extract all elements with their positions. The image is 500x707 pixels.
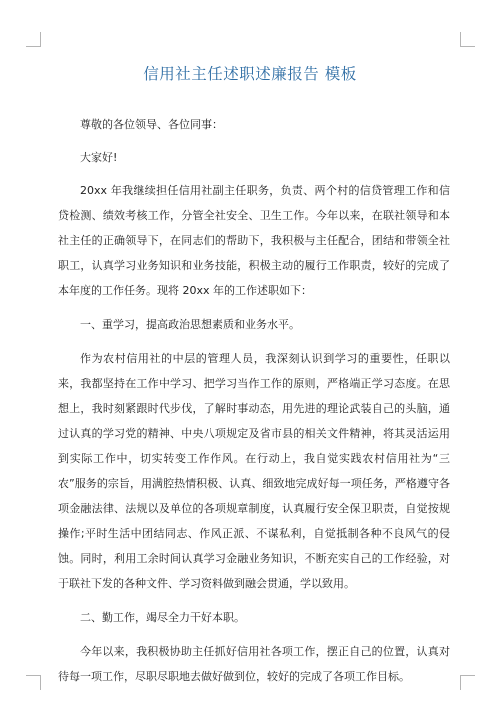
greeting: 大家好! [80, 151, 118, 164]
page-corner-mark [26, 32, 41, 47]
page-corner-mark [26, 675, 41, 690]
section-heading-1: 一、重学习，提高政治思想素质和业务水平。 [80, 318, 300, 331]
document-title: 信用社主任述职述廉报告 模板 [143, 65, 357, 83]
document-body [58, 112, 450, 698]
paragraph-intro: 20xx 年我继续担任信用社副主任职务，负责、两个村的信贷管理工作和信贷检测、绩效考核工作，分管全社安全、卫生工作。今年以来，在联社领导和本社主任的正确领导下，在同志们的帮助下，我积极与主任配合，团结和带领全社职工，认真学习业务知识和业务技能，积极主动的履行工作职责，较好的完成了本年度的工作任务。现将 20xx 年的工作述职如下： [58, 184, 450, 297]
paragraph-study: 作为农村信用社的中层的管理人员，我深刻认识到学习的重要性，任职以来，我都坚持在工作中学习、把学习当作工作的原则，严格端正学习态度。在思想上，我时刻紧跟时代步伐，了解时事动态，用先进的理论武装自己的头脑，通过认真的学习党的精神、中央八项规定及省市县的相关文件精神，将其灵活运用到实际工作中，切实转变工作作风。在行动上，我自觉实践农村信用社为“三农”服务的宗旨，用满腔热情积极、认真、细致地完成好每一项任务，严格遵守各项金融法律、法规以及单位的各项规章制度，认真履行安全保卫职责，自觉按规操作;平时生活中团结同志、作风正派、不谋私利，自觉抵制各种不良风气的侵蚀。同时，利用工余时间认真学习金融业务知识，不断充实自己的工作经验，对于联社下发的各种文件、学习资料做到融会贯通，学以致用。 [58, 352, 450, 590]
section-heading-2: 二、勤工作，竭尽全力干好本职。 [80, 611, 245, 624]
salutation: 尊敬的各位领导、各位同事： [80, 118, 223, 131]
page-corner-mark [460, 675, 475, 690]
paragraph-work: 今年以来，我积极协助主任抓好信用社各项工作，摆正自己的位置，认真对待每一项工作，尽职尽职地去做好做到位，较好的完成了各项工作目标。 [58, 645, 450, 683]
page-corner-mark [460, 32, 475, 47]
